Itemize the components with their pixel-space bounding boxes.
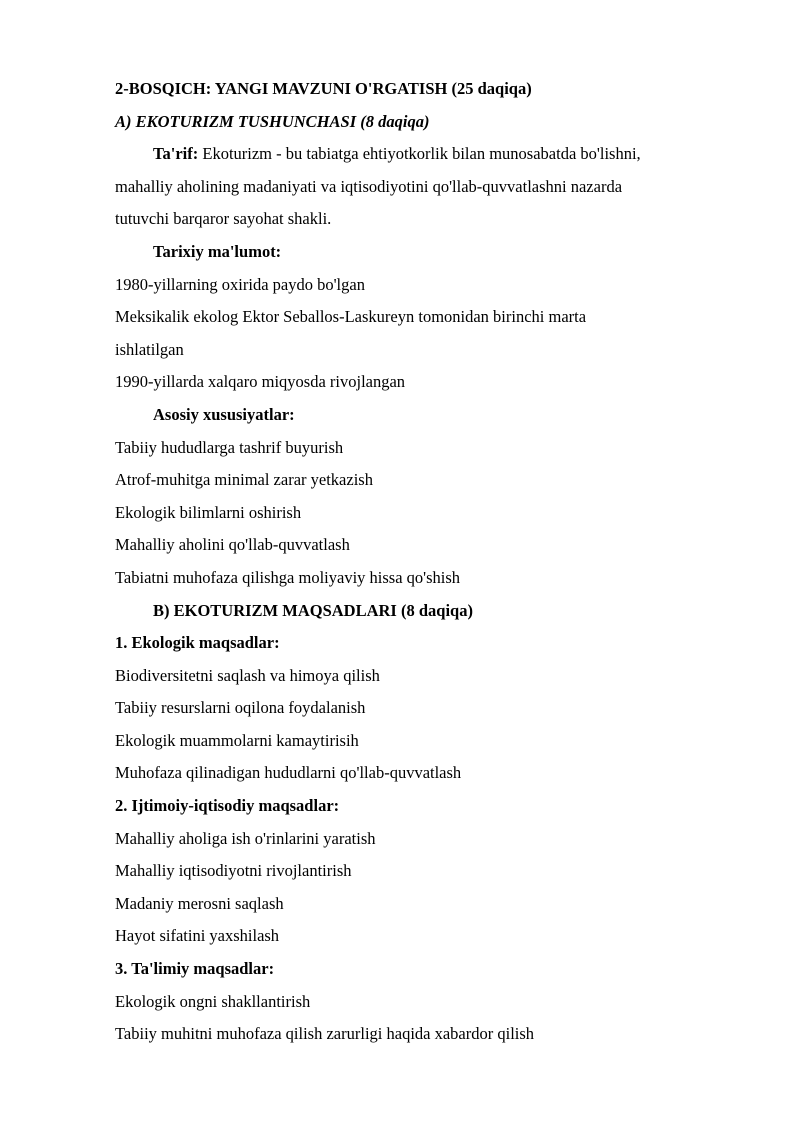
goal-item: Ekologik ongni shakllantirish xyxy=(115,991,311,1011)
goal-item: Tabiiy muhitni muhofaza qilish zarurligi haqida xabardor qilish xyxy=(115,1024,535,1044)
goal-group-heading: 1. Ekologik maqsadlar: xyxy=(115,633,280,653)
subsection-a-title: A) EKOTURIZM TUSHUNCHASI (8 daqiqa) xyxy=(115,111,430,131)
history-item-2b: ishlatilgan xyxy=(115,339,184,359)
goal-item: Biodiversitetni saqlash va himoya qilish xyxy=(115,665,380,685)
feature-item: Tabiiy hududlarga tashrif buyurish xyxy=(115,437,344,457)
feature-item: Tabiatni muhofaza qilishga moliyaviy hissa qo'shish xyxy=(115,567,461,587)
feature-item: Atrof-muhitga minimal zarar yetkazish xyxy=(115,470,373,490)
subsection-b-title: B) EKOTURIZM MAQSADLARI (8 daqiqa) xyxy=(153,600,473,620)
goal-item: Mahalliy aholiga ish o'rinlarini yaratish xyxy=(115,828,376,848)
definition-label: Ta'rif: xyxy=(153,144,199,164)
goal-item: Muhofaza qilinadigan hududlarni qo'llab-quvvatlash xyxy=(115,763,462,783)
history-item-3: 1990-yillarda xalqaro miqyosda rivojlangan xyxy=(115,372,406,392)
section-heading: 2-BOSQICH: YANGI MAVZUNI O'RGATISH (25 daqiqa) xyxy=(115,79,532,98)
goal-item: Hayot sifatini yaxshilash xyxy=(115,926,280,946)
definition-line-1 xyxy=(115,138,715,171)
feature-item: Ekologik bilimlarni oshirish xyxy=(115,502,302,522)
history-item-1: 1980-yillarning oxirida paydo bo'lgan xyxy=(115,274,365,294)
goal-group-heading: 2. Ijtimoiy-iqtisodiy maqsadlar: xyxy=(115,796,340,816)
history-item-2a: Meksikalik ekolog Ektor Seballos-Laskureyn tomonidan birinchi marta xyxy=(115,307,587,327)
goal-item: Madaniy merosni saqlash xyxy=(115,893,284,913)
definition-line-3: tutuvchi barqaror sayohat shakli. xyxy=(115,209,332,229)
goal-item: Ekologik muammolarni kamaytirisih xyxy=(115,730,359,750)
definition-line-2: mahalliy aholining madaniyati va iqtisodiyotini qo'llab-quvvatlashni nazarda xyxy=(115,176,623,196)
goal-group-heading: 3. Ta'limiy maqsadlar: xyxy=(115,959,275,979)
goal-item: Mahalliy iqtisodiyotni rivojlantirish xyxy=(115,861,352,881)
goal-item: Tabiiy resurslarni oqilona foydalanish xyxy=(115,698,366,718)
feature-item: Mahalliy aholini qo'llab-quvvatlash xyxy=(115,535,350,555)
history-label: Tarixiy ma'lumot: xyxy=(153,241,282,261)
document-body xyxy=(115,73,715,1051)
definition-text-1: Ekoturizm - bu tabiatga ehtiyotkorlik bilan munosabatda bo'lishni, xyxy=(198,144,641,164)
features-label: Asosiy xususiyatlar: xyxy=(153,404,295,424)
